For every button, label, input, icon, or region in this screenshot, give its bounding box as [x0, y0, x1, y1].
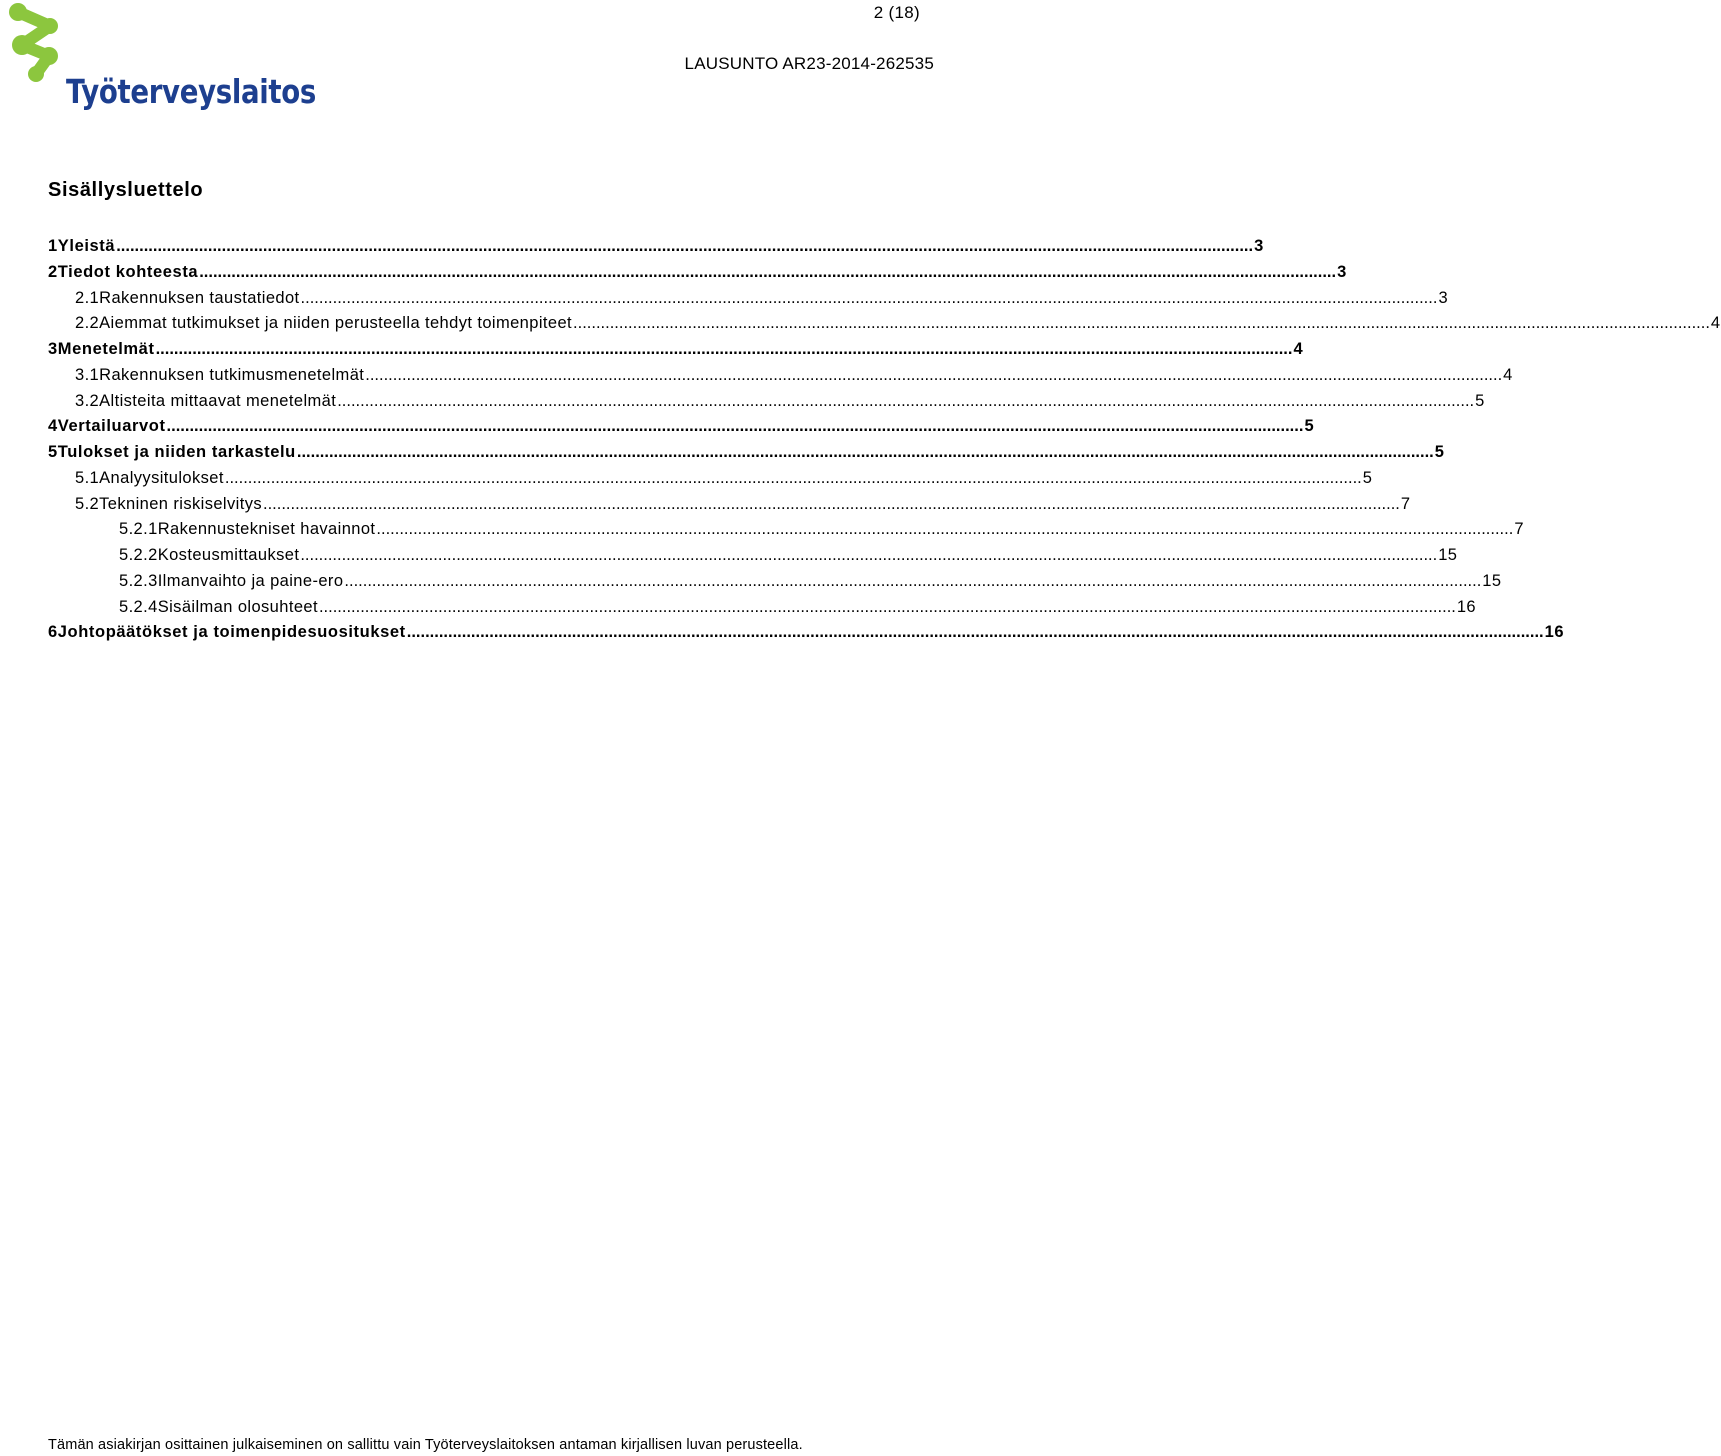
- toc-entry-number: 5.2.4: [119, 597, 158, 616]
- toc-entry-page: 7: [1400, 494, 1411, 513]
- toc-entry-title: Tulokset ja niiden tarkastelu: [57, 443, 296, 461]
- toc-entry-title: Yleistä: [57, 237, 116, 255]
- toc-dot-leader: [156, 337, 1293, 363]
- toc-entry-page: 4: [1710, 314, 1721, 333]
- toc-entry-page: 4: [1503, 365, 1513, 384]
- toc-entry-title: Tekninen riskiselvitys: [99, 494, 262, 513]
- toc-entry[interactable]: [48, 311, 1721, 337]
- toc-dot-leader: [407, 620, 1544, 646]
- toc-entry-page: 5: [1362, 468, 1373, 487]
- toc-dot-leader: [297, 440, 1434, 466]
- toc-entry-page: 5: [1304, 417, 1315, 436]
- toc-entry-number: 3: [48, 340, 58, 358]
- logo-wordmark: Työterveyslaitos: [66, 72, 316, 111]
- toc-entry-number: 4: [48, 417, 58, 436]
- toc-entry[interactable]: [48, 440, 1445, 466]
- toc-entry-page: 5: [1434, 443, 1445, 461]
- toc-entry-title: Johtopäätökset ja toimenpidesuositukset: [57, 623, 406, 642]
- toc-entry-title: Aiemmat tutkimukset ja niiden perusteella tehdyt toimenpiteet: [99, 314, 573, 333]
- toc-entry-number: 5.2.2: [119, 546, 158, 564]
- toc-entry[interactable]: [48, 569, 1502, 595]
- toc-entry-number: 3.2: [75, 391, 100, 410]
- toc-entry-number: 3.1: [75, 365, 100, 384]
- toc-entry-number: 5: [48, 443, 58, 461]
- toc-dot-leader: [116, 234, 1253, 260]
- toc-entry-page: 3: [1337, 262, 1347, 281]
- toc-entry-page: 3: [1438, 288, 1449, 307]
- toc-entry-title: Rakennuksen taustatiedot: [99, 288, 300, 307]
- toc-dot-leader: [344, 569, 1481, 595]
- toc-entry[interactable]: [48, 389, 1485, 415]
- toc-dot-leader: [319, 595, 1456, 621]
- organization-logo: [4, 2, 324, 112]
- toc-entry-number: 2.1: [75, 288, 100, 307]
- toc-dot-leader: [337, 389, 1474, 415]
- toc-entry[interactable]: [48, 414, 1315, 440]
- toc-entry-number: 1: [48, 237, 58, 255]
- toc-entry-title: Tiedot kohteesta: [57, 262, 199, 281]
- toc-entry[interactable]: [48, 234, 1264, 260]
- logo-graphic: [4, 2, 324, 112]
- toc-entry[interactable]: [48, 363, 1513, 389]
- toc-dot-leader: [573, 311, 1710, 337]
- toc-entry-title: Altisteita mittaavat menetelmät: [99, 391, 337, 410]
- table-of-contents: [48, 234, 1721, 646]
- toc-entry-number: 2.2: [75, 314, 100, 333]
- document-id: LAUSUNTO AR23-2014-262535: [684, 54, 934, 73]
- toc-title: Sisällysluettelo: [48, 179, 204, 201]
- toc-entry-title: Sisäilman olosuhteet: [157, 597, 318, 616]
- toc-entry[interactable]: [48, 620, 1565, 646]
- toc-entry[interactable]: [48, 543, 1458, 569]
- logo-mark-icon: [9, 3, 58, 82]
- toc-dot-leader: [225, 466, 1362, 492]
- footer-notice: Tämän asiakirjan osittainen julkaiseminen on sallittu vain Työterveyslaitoksen antaman kirjallisen luvan perusteella.: [48, 1437, 803, 1453]
- toc-entry-number: 5.2.1: [119, 520, 158, 539]
- toc-dot-leader: [300, 543, 1437, 569]
- toc-entry[interactable]: [48, 595, 1477, 621]
- toc-entry[interactable]: [48, 286, 1449, 312]
- toc-entry[interactable]: [48, 466, 1373, 492]
- toc-entry-number: 5.2: [75, 494, 100, 513]
- toc-entry[interactable]: [48, 492, 1411, 518]
- toc-entry-title: Vertailuarvot: [57, 417, 166, 436]
- toc-dot-leader: [301, 286, 1438, 312]
- toc-entry[interactable]: [48, 337, 1304, 363]
- toc-dot-leader: [365, 363, 1502, 389]
- toc-entry[interactable]: [48, 260, 1347, 286]
- toc-entry[interactable]: [48, 517, 1524, 543]
- toc-entry-page: 3: [1254, 237, 1264, 255]
- toc-entry-title: Ilmanvaihto ja paine-ero: [157, 571, 344, 590]
- toc-entry-title: Rakennuksen tutkimusmenetelmät: [99, 365, 365, 384]
- toc-entry-title: Analyysitulokset: [99, 468, 224, 487]
- toc-entry-page: 15: [1438, 546, 1458, 564]
- toc-entry-number: 5.1: [75, 468, 100, 487]
- toc-entry-page: 16: [1456, 597, 1477, 616]
- toc-dot-leader: [376, 517, 1513, 543]
- toc-entry-number: 6: [48, 623, 58, 642]
- toc-entry-page: 15: [1482, 571, 1502, 590]
- toc-dot-leader: [167, 414, 1304, 440]
- toc-entry-page: 7: [1514, 520, 1524, 539]
- toc-entry-title: Kosteusmittaukset: [157, 546, 300, 564]
- toc-entry-page: 5: [1475, 391, 1485, 410]
- page-number: 2 (18): [873, 3, 920, 22]
- toc-entry-title: Menetelmät: [57, 340, 155, 358]
- toc-entry-page: 16: [1544, 623, 1565, 642]
- toc-entry-number: 5.2.3: [119, 571, 158, 590]
- toc-dot-leader: [263, 492, 1400, 518]
- toc-entry-page: 4: [1293, 340, 1304, 358]
- toc-entry-title: Rakennustekniset havainnot: [157, 520, 376, 539]
- toc-dot-leader: [199, 260, 1336, 286]
- toc-entry-number: 2: [48, 262, 58, 281]
